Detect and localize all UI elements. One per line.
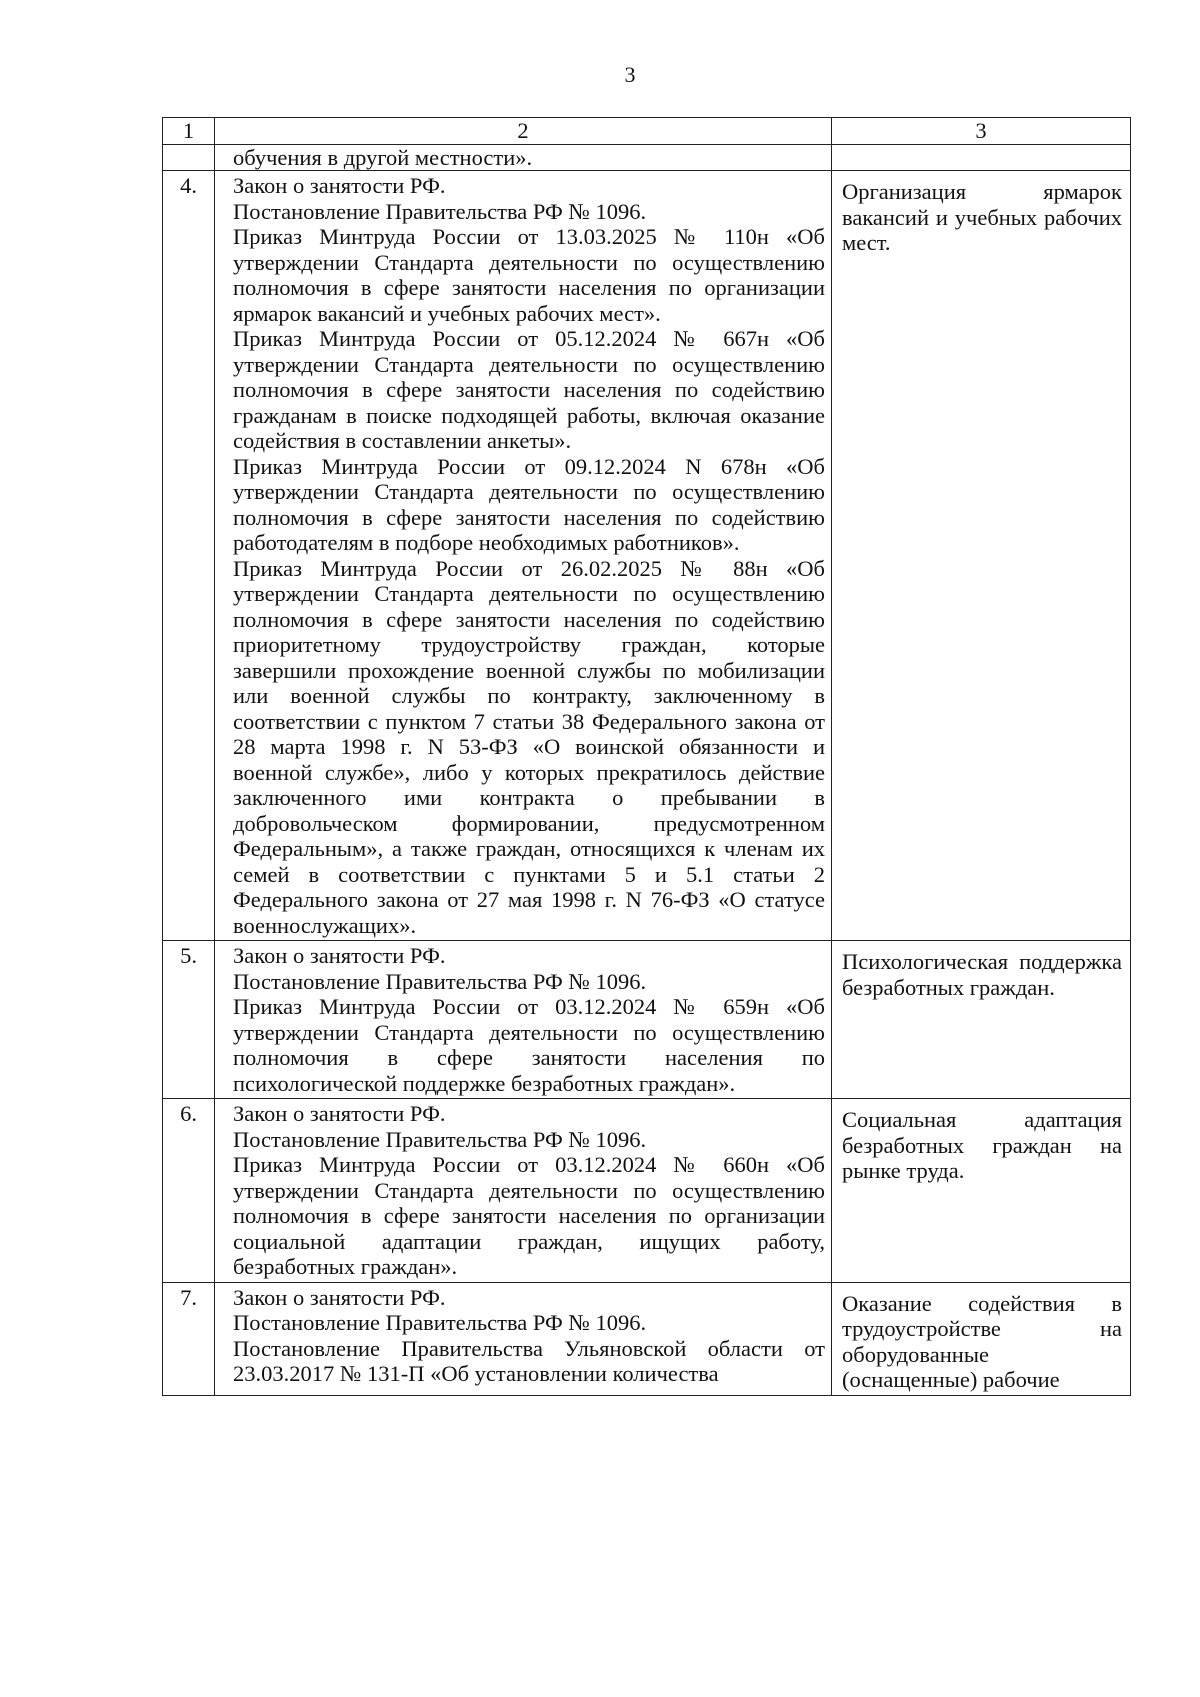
document-item: Закон о занятости РФ.: [233, 1101, 446, 1126]
row-number: 6.: [163, 1099, 215, 1283]
header-col-2: 2: [215, 118, 832, 145]
table-row: [163, 1099, 1131, 1283]
document-item: Приказ Минтруда России от 03.12.2024 № 659н «Об утверждении Стандарта деятельности по осуществлению полномочия в сфере занятости населения по психологической поддержке безработных граждан».: [233, 994, 825, 1096]
services-table: [162, 117, 1131, 1396]
header-col-1: 1: [163, 118, 215, 145]
row-number: 5.: [163, 941, 215, 1099]
continuation-row: [163, 144, 1131, 171]
row-service: Психологическая поддержка безработных граждан.: [832, 941, 1131, 1099]
document-item: Постановление Правительства РФ № 1096.: [233, 1126, 647, 1152]
document-item: Закон о занятости РФ.: [233, 1284, 446, 1310]
row-number: 7.: [163, 1282, 215, 1395]
document-item: Постановление Правительства РФ № 1096.: [233, 198, 647, 224]
header-col-3: 3: [832, 118, 1131, 145]
document-item: Постановление Правительства Ульяновской области от 23.03.2017 № 131-П «Об установлении количества: [233, 1335, 825, 1386]
table-row: [163, 171, 1131, 941]
row-service: Оказание содействия в трудоустройстве на оборудованные (оснащенные) рабочие: [832, 1282, 1131, 1395]
row-documents: [215, 941, 832, 1099]
row-number: 4.: [163, 171, 215, 941]
page-number: 3: [624, 62, 636, 87]
document-item: Постановление Правительства РФ № 1096.: [233, 968, 647, 994]
document-item: Постановление Правительства РФ № 1096.: [233, 1310, 647, 1335]
document-item: Приказ Минтруда России от 13.03.2025 № 110н «Об утверждении Стандарта деятельности по осуществлению полномочия в сфере занятости населения по организации ярмарок вакансий и учебных рабочих мест».: [233, 224, 825, 326]
row-service: Социальная адаптация безработных граждан на рынке труда.: [832, 1099, 1131, 1283]
document-item: Приказ Минтруда России от 03.12.2024 № 660н «Об утверждении Стандарта деятельности по осуществлению полномочия в сфере занятости населения по организации социальной адаптации граждан, ищущих работу, безработных граждан».: [233, 1152, 825, 1279]
document-item: Приказ Минтруда России от 09.12.2024 N 678н «Об утверждении Стандарта деятельности по осуществлению полномочия в сфере занятости населения по содействию работодателям в подборе необходимых работников».: [233, 453, 825, 555]
document-item: Приказ Минтруда России от 26.02.2025 № 88н «Об утверждении Стандарта деятельности по осуществлению полномочия в сфере занятости населения по содействию приоритетному трудоустройству граждан, которые завершили прохождение военной службы по мобилизации или военной службы по контракту, заключенному в соответствии с пунктом 7 статьи 38 Федерального закона от 28 марта 1998 г. N 53-ФЗ «О воинской обязанности и военной службе», либо у которых прекратилось действие заключенного ими контракта о пребывании в добровольческом формировании, предусмотренном Федеральным», а также граждан, относящихся к членам их семей в соответствии с пунктами 5 и 5.1 статьи 2 Федерального закона от 27 мая 1998 г. N 76-ФЗ «О статусе военнослужащих».: [233, 555, 825, 938]
row-documents: [215, 1099, 832, 1283]
document-item: Закон о занятости РФ.: [233, 173, 446, 198]
row-documents: [215, 1282, 832, 1395]
row-service: Организация ярмарок вакансий и учебных рабочих мест.: [832, 171, 1131, 941]
continuation-text: обучения в другой местности».: [215, 144, 832, 171]
row-documents: [215, 171, 832, 941]
table-row: [163, 1282, 1131, 1395]
document-item: Закон о занятости РФ.: [233, 943, 446, 968]
table-row: [163, 941, 1131, 1099]
header-row: [163, 118, 1131, 145]
document-item: Приказ Минтруда России от 05.12.2024 № 667н «Об утверждении Стандарта деятельности по осуществлению полномочия в сфере занятости населения по содействию гражданам в поиске подходящей работы, включая оказание содействия в составлении анкеты».: [233, 326, 825, 453]
